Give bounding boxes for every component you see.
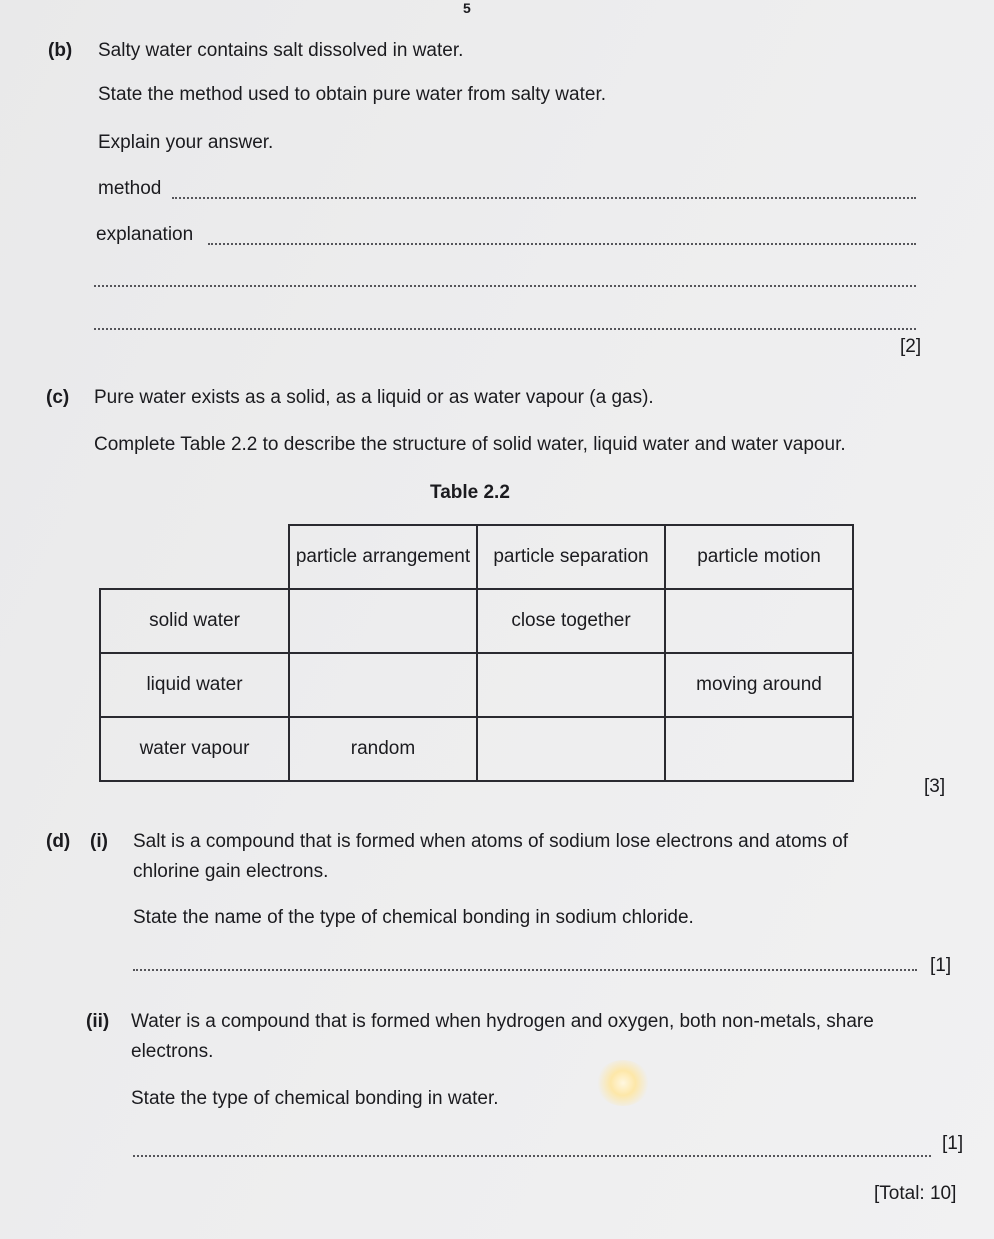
part-d-ii-marks: [1] bbox=[942, 1133, 964, 1154]
row-label-water-vapour: water vapour bbox=[100, 717, 289, 781]
cell-vapour-separation[interactable] bbox=[477, 717, 665, 781]
cell-liquid-arrangement[interactable] bbox=[289, 653, 477, 717]
part-d-label: (d) bbox=[46, 831, 71, 852]
part-b-marks: [2] bbox=[900, 336, 922, 357]
row-label-solid-water: solid water bbox=[100, 589, 289, 653]
light-glare bbox=[596, 1060, 650, 1106]
part-d-i-instruction: State the name of the type of chemical bonding in sodium chloride. bbox=[133, 907, 694, 928]
explanation-answer-line-1[interactable] bbox=[208, 243, 916, 245]
part-d-i-line2: chlorine gain electrons. bbox=[133, 861, 329, 882]
part-d-i-marks: [1] bbox=[930, 955, 952, 976]
part-c-marks: [3] bbox=[924, 776, 946, 797]
table-row bbox=[100, 717, 853, 781]
table-row bbox=[100, 653, 853, 717]
cell-solid-separation: close together bbox=[477, 589, 665, 653]
part-d-ii-instruction: State the type of chemical bonding in water. bbox=[131, 1088, 499, 1109]
part-b-label: (b) bbox=[48, 40, 73, 61]
method-answer-line[interactable] bbox=[172, 197, 916, 199]
part-d-ii-line1: Water is a compound that is formed when hydrogen and oxygen, both non-metals, share bbox=[131, 1011, 874, 1032]
explanation-answer-line-3[interactable] bbox=[94, 328, 916, 330]
part-d-ii-answer-line[interactable] bbox=[133, 1155, 931, 1157]
explanation-answer-line-2[interactable] bbox=[94, 285, 916, 287]
cell-vapour-motion[interactable] bbox=[665, 717, 853, 781]
cell-vapour-arrangement: random bbox=[289, 717, 477, 781]
table-header-row bbox=[100, 525, 853, 589]
header-particle-separation: particle separation bbox=[477, 525, 665, 589]
table-title: Table 2.2 bbox=[430, 482, 510, 503]
table-row bbox=[100, 589, 853, 653]
cell-liquid-separation[interactable] bbox=[477, 653, 665, 717]
part-b-instruction: State the method used to obtain pure water from salty water. bbox=[98, 84, 606, 105]
part-d-i-label: (i) bbox=[90, 831, 108, 852]
part-d-ii-label: (ii) bbox=[86, 1011, 110, 1032]
table-corner bbox=[100, 525, 289, 589]
cell-solid-motion[interactable] bbox=[665, 589, 853, 653]
part-d-i-line1: Salt is a compound that is formed when atoms of sodium lose electrons and atoms of bbox=[133, 831, 848, 852]
cell-solid-arrangement[interactable] bbox=[289, 589, 477, 653]
header-particle-arrangement: particle arrangement bbox=[289, 525, 477, 589]
cell-liquid-motion: moving around bbox=[665, 653, 853, 717]
part-b-intro: Salty water contains salt dissolved in water. bbox=[98, 40, 464, 61]
total-marks: [Total: 10] bbox=[874, 1183, 957, 1204]
part-c-instruction: Complete Table 2.2 to describe the structure of solid water, liquid water and water vapour. bbox=[94, 434, 846, 455]
part-c-label: (c) bbox=[46, 387, 70, 408]
part-b-explain: Explain your answer. bbox=[98, 132, 274, 153]
part-c-intro: Pure water exists as a solid, as a liquid or as water vapour (a gas). bbox=[94, 387, 654, 408]
header-particle-motion: particle motion bbox=[665, 525, 853, 589]
method-label: method bbox=[98, 178, 162, 199]
table-2-2 bbox=[99, 524, 854, 782]
page-number: 5 bbox=[463, 0, 471, 16]
row-label-liquid-water: liquid water bbox=[100, 653, 289, 717]
part-d-i-answer-line[interactable] bbox=[133, 969, 917, 971]
explanation-label: explanation bbox=[96, 224, 194, 245]
part-d-ii-line2: electrons. bbox=[131, 1041, 214, 1062]
